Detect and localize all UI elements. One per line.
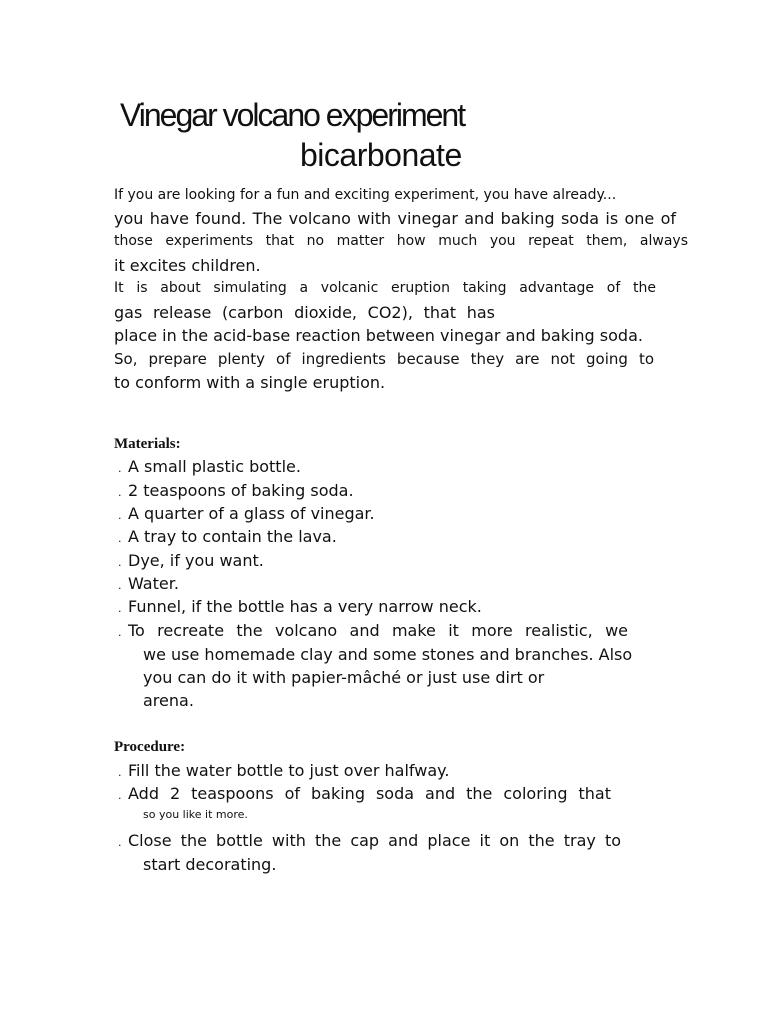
intro-line: If you are looking for a fun and exciting experiment, you have already... [114,187,617,203]
intro-line: place in the acid-base reaction between vinegar and baking soda. [114,326,643,345]
list-item [118,597,482,616]
list-item [118,551,264,570]
list-item [118,784,611,803]
bullet-mark: . [118,462,122,475]
list-item-text: A quarter of a glass of vinegar. [128,504,375,523]
list-item-continuation: we use homemade clay and some stones and branches. Also [143,645,633,664]
bullet-mark: . [118,602,122,615]
intro-line: it excites children. [114,256,261,275]
list-item-continuation: arena. [143,691,194,710]
procedure-heading: Procedure: [114,739,186,755]
materials-heading: Materials: [114,436,181,452]
list-item-text: A small plastic bottle. [128,457,301,476]
bullet-mark: . [118,486,122,499]
bullet-mark: . [118,509,122,522]
list-item-text: Fill the water bottle to just over halfway. [128,761,450,780]
list-item-text: Funnel, if the bottle has a very narrow neck. [128,597,482,616]
intro-line: those experiments that no matter how much you repeat them, always [114,233,688,249]
list-item [118,527,337,546]
list-item [118,574,179,593]
list-item-continuation: you can do it with papier-mâché or just use dirt or [143,668,545,687]
intro-line: you have found. The volcano with vinegar and baking soda is one of [114,209,676,228]
bullet-mark: . [118,766,122,779]
bullet-mark: . [118,556,122,569]
bullet-mark: . [118,626,122,639]
list-item-text: A tray to contain the lava. [128,527,337,546]
list-item [118,481,354,500]
list-item-continuation: so you like it more. [143,808,248,821]
bullet-mark: . [118,532,122,545]
list-item [118,761,449,780]
list-item [118,831,621,850]
intro-line: It is about simulating a volcanic eruption taking advantage of the [114,280,656,296]
bullet-mark: . [118,836,122,849]
title-line-2: bicarbonate [300,137,462,173]
title-line-1: Vinegar volcano experiment [120,97,465,133]
bullet-mark: . [118,579,122,592]
list-item-continuation: start decorating. [143,855,277,874]
intro-line: So, prepare plenty of ingredients because they are not going to [114,350,654,368]
list-item [118,621,628,640]
list-item-text: 2 teaspoons of baking soda. [128,481,354,500]
list-item-text: Dye, if you want. [128,551,264,570]
intro-line: to conform with a single eruption. [114,373,386,392]
bullet-mark: . [118,789,122,802]
list-item-text: To recreate the volcano and make it more realistic, we [128,621,628,640]
list-item-text: Add 2 teaspoons of baking soda and the coloring that [128,784,611,803]
list-item [118,457,301,476]
list-item-text: Close the bottle with the cap and place it on the tray to [128,831,621,850]
intro-line: gas release (carbon dioxide, CO2), that has [114,303,495,322]
list-item-text: Water. [128,574,179,593]
list-item [118,504,375,523]
